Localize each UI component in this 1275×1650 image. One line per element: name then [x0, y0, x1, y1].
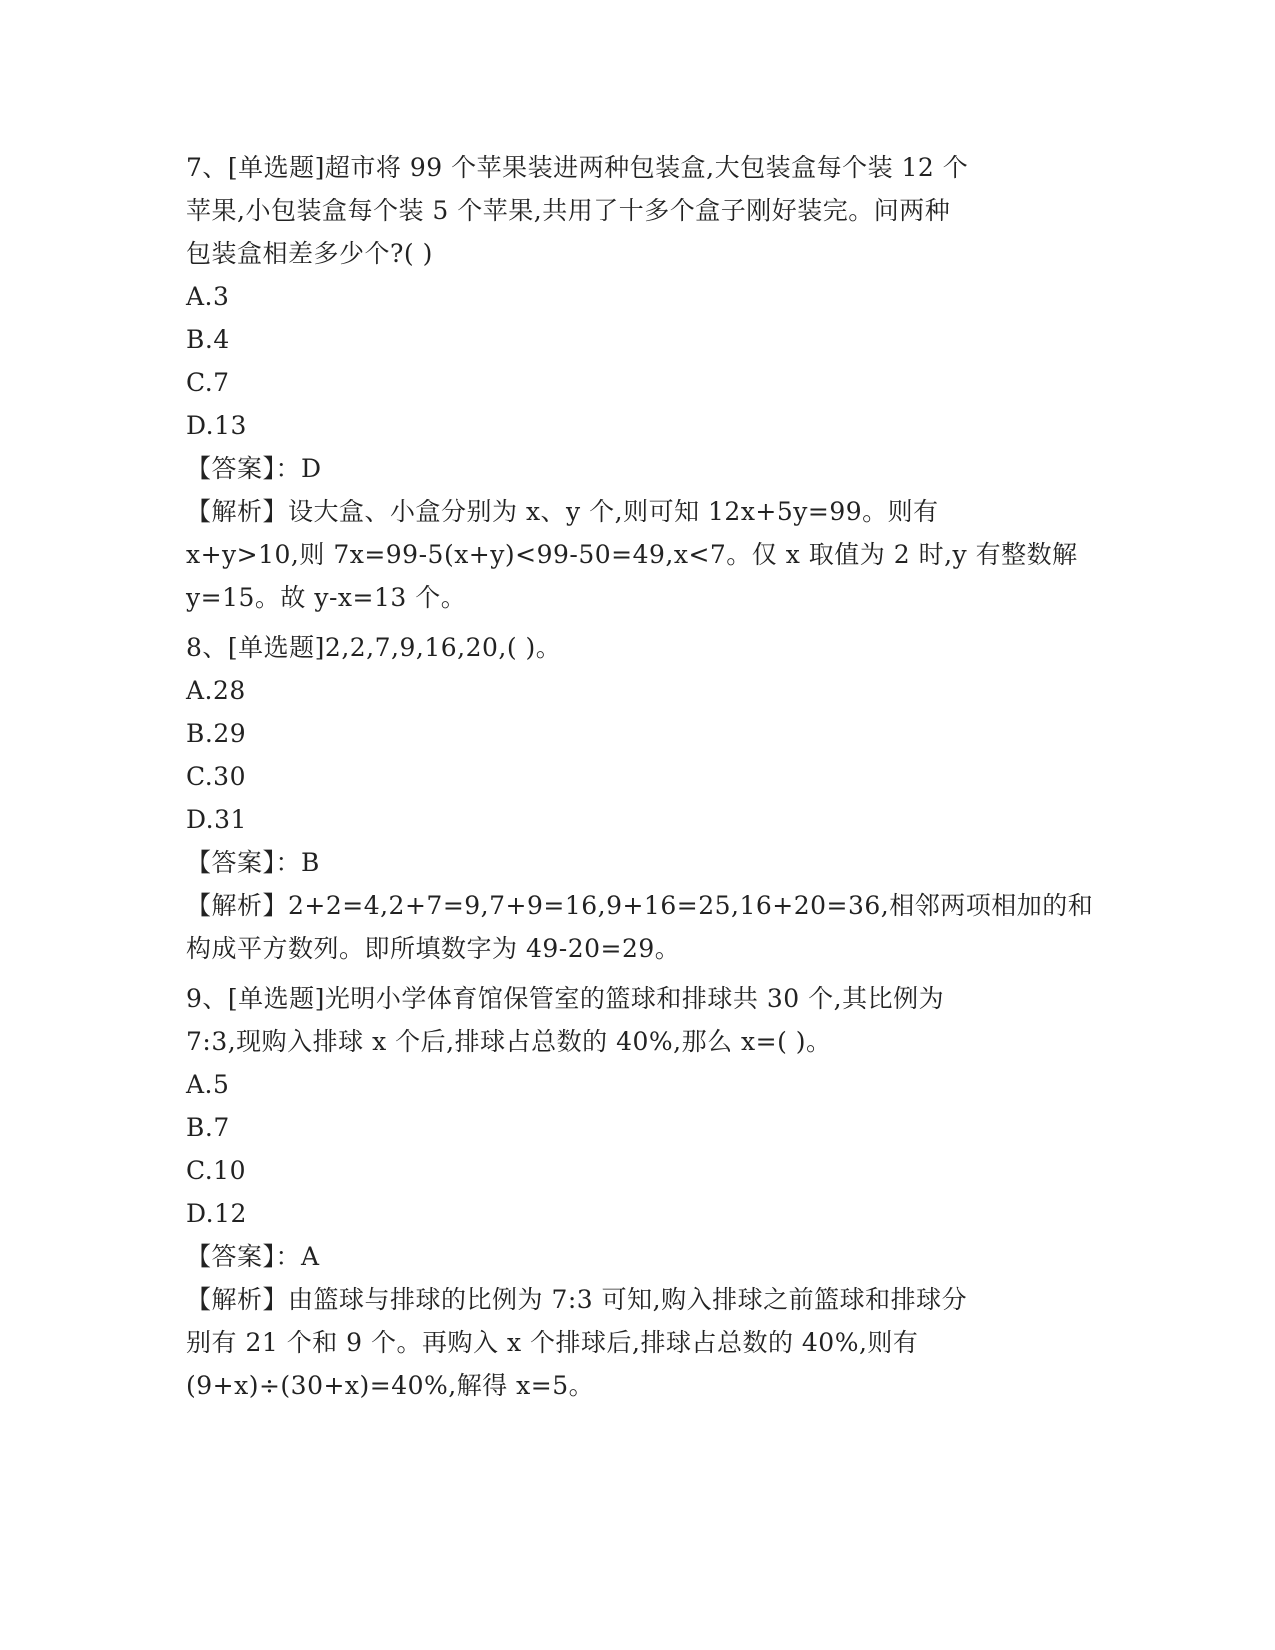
option-a: A.28 — [186, 676, 246, 705]
option-b: B.7 — [186, 1113, 230, 1142]
question-gap — [186, 619, 1086, 626]
analysis-line: 别有 21 个和 9 个。再购入 x 个排球后,排球占总数的 40%,则有 — [186, 1328, 919, 1357]
question-stem-line: 包装盒相差多少个?( ) — [186, 239, 433, 268]
question-7 — [186, 146, 1086, 619]
answer-line: 【答案】：D — [186, 454, 322, 483]
analysis-line: (9+x)÷(30+x)=40%,解得 x=5。 — [186, 1371, 595, 1400]
question-8 — [186, 626, 1094, 970]
analysis-line: y=15。故 y-x=13 个。 — [186, 583, 467, 612]
answer-line: 【答案】：A — [186, 1242, 320, 1271]
question-stem-line: 9、[单选题]光明小学体育馆保管室的篮球和排球共 30 个,其比例为 — [186, 984, 945, 1013]
question-9 — [186, 977, 1086, 1407]
question-gap — [186, 970, 1086, 977]
option-d: D.13 — [186, 411, 247, 440]
answer-line: 【答案】：B — [186, 848, 320, 877]
option-a: A.5 — [186, 1070, 230, 1099]
option-c: C.7 — [186, 368, 230, 397]
question-stem-line: 苹果,小包装盒每个装 5 个苹果,共用了十多个盒子刚好装完。问两种 — [186, 196, 951, 225]
analysis-line: 【解析】由篮球与排球的比例为 7:3 可知,购入排球之前篮球和排球分 — [186, 1285, 968, 1314]
option-c: C.30 — [186, 762, 246, 791]
option-d: D.31 — [186, 805, 247, 834]
option-a: A.3 — [186, 282, 230, 311]
option-d: D.12 — [186, 1199, 247, 1228]
option-c: C.10 — [186, 1156, 246, 1185]
analysis-line: 【解析】2+2=4,2+7=9,7+9=16,9+16=25,16+20=36,相邻两项相加的和 — [186, 891, 1094, 920]
question-stem-line: 7:3,现购入排球 x 个后,排球占总数的 40%,那么 x=( )。 — [186, 1027, 832, 1056]
document-page — [186, 146, 1094, 1407]
question-stem-line: 8、[单选题]2,2,7,9,16,20,( )。 — [186, 633, 562, 662]
option-b: B.29 — [186, 719, 247, 748]
analysis-line: 【解析】设大盒、小盒分别为 x、y 个,则可知 12x+5y=99。则有 — [186, 497, 939, 526]
option-b: B.4 — [186, 325, 230, 354]
analysis-line: 构成平方数列。即所填数字为 49-20=29。 — [186, 934, 681, 963]
analysis-line: x+y>10,则 7x=99-5(x+y)<99-50=49,x<7。仅 x 取值为 2 时,y 有整数解 — [186, 540, 1078, 569]
question-stem-line: 7、[单选题]超市将 99 个苹果装进两种包装盒,大包装盒每个装 12 个 — [186, 153, 969, 182]
